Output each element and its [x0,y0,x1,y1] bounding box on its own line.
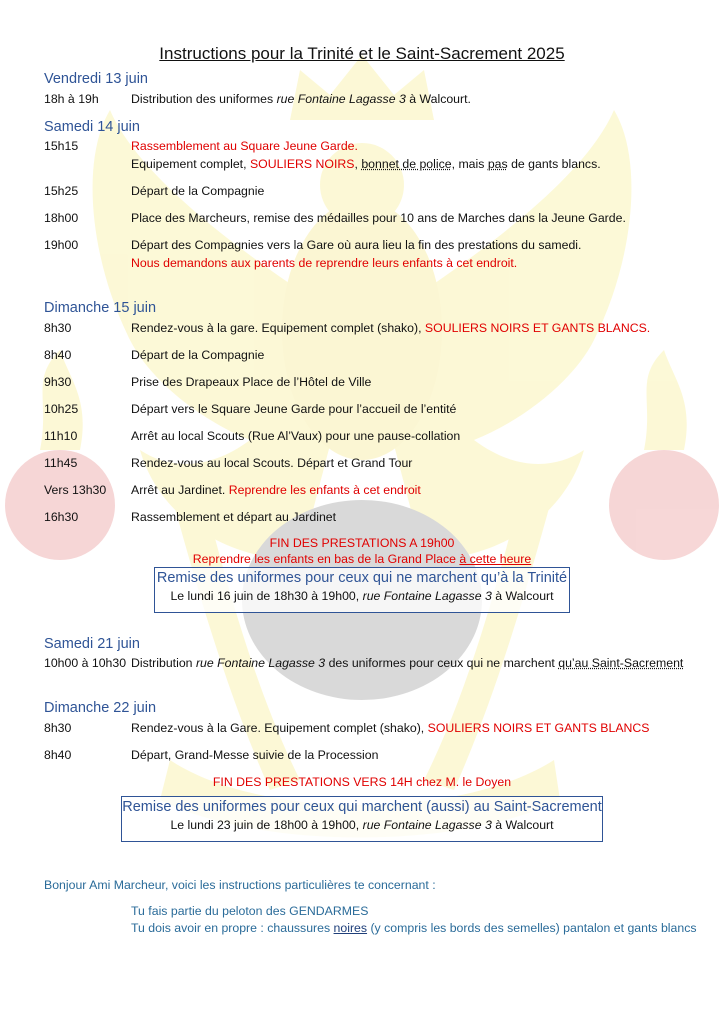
time-cell: 18h à 19h [44,92,99,106]
schedule-description: Distribution des uniformes rue Fontaine Lagasse 3 à Walcourt. [131,92,471,106]
schedule-description: Arrêt au Jardinet. Reprendre les enfants à cet endroit [131,483,421,497]
schedule-description: Rassemblement et départ au Jardinet [131,510,337,524]
schedule-description: Rendez-vous à la Gare. Equipement complet (shako), SOULIERS NOIRS ET GANTS BLANCS [131,721,650,735]
day-heading-vendredi: Vendredi 13 juin [44,71,148,87]
day-heading-samedi-14: Samedi 14 juin [44,119,140,135]
time-cell: 15h15 [44,139,79,153]
time-cell: 19h00 [44,238,79,252]
time-cell: 8h30 [44,321,72,335]
end-of-service-notice: FIN DES PRESTATIONS A 19h00 [269,536,455,550]
schedule-description: Place des Marcheurs, remise des médailles pour 10 ans de Marches dans la Jeune Garde. [131,211,626,225]
equipment-requirement-text: Tu dois avoir en propre : chaussures noires (y compris les bords des semelles) pantalon et gants blancs [131,921,697,935]
day-heading-dimanche-15: Dimanche 15 juin [44,300,157,316]
box-details: Le lundi 16 juin de 18h30 à 19h00, rue Fontaine Lagasse 3 à Walcourt [170,589,554,603]
time-cell: 9h30 [44,375,72,389]
schedule-description: Rassemblement au Square Jeune Garde. [131,139,358,153]
box-title: Remise des uniformes pour ceux qui marchent (aussi) au Saint-Sacrement [122,799,602,815]
street-address: rue Fontaine Lagasse 3 [276,92,406,106]
time-cell: 8h40 [44,748,72,762]
day-heading-dimanche-22: Dimanche 22 juin [44,700,157,716]
schedule-description: Prise des Drapeaux Place de l’Hôtel de Ville [131,375,372,389]
schedule-description: Distribution rue Fontaine Lagasse 3 des uniformes pour ceux qui ne marchent qu’au Saint-Sacrement [131,656,684,670]
day-heading-samedi-21: Samedi 21 juin [44,636,140,652]
time-cell: 11h45 [44,456,78,470]
schedule-description: Départ de la Compagnie [131,348,265,362]
time-cell: 16h30 [44,510,79,524]
box-title: Remise des uniformes pour ceux qui ne marchent qu’à la Trinité [156,570,568,586]
schedule-description: Rendez-vous au local Scouts. Départ et Grand Tour [131,456,413,470]
time-cell: 8h30 [44,721,72,735]
schedule-description: Rendez-vous à la gare. Equipement complet (shako), SOULIERS NOIRS ET GANTS BLANCS. [131,321,651,335]
box-details: Le lundi 23 juin de 18h00 à 19h00, rue Fontaine Lagasse 3 à Walcourt [170,818,554,832]
time-cell: 11h10 [44,429,78,443]
parent-note: Nous demandons aux parents de reprendre leurs enfants à cet endroit. [131,256,518,270]
pickup-notice: Reprendre les enfants en bas de la Grand Place à cette heure [192,552,532,566]
page-title: Instructions pour la Trinité et le Saint-Sacrement 2025 [159,44,565,63]
schedule-description: Arrêt au local Scouts (Rue Al’Vaux) pour une pause-collation [131,429,461,443]
end-of-service-notice: FIN DES PRESTATIONS VERS 14H chez M. le Doyen [212,775,512,789]
equipment-note: Equipement complet, SOULIERS NOIRS, bonnet de police, mais pas de gants blancs. [131,157,601,171]
peloton-text: Tu fais partie du peloton des GENDARMES [131,904,369,918]
time-cell: 10h25 [44,402,79,416]
schedule-description: Départ des Compagnies vers la Gare où aura lieu la fin des prestations du samedi. [131,238,582,252]
greeting-text: Bonjour Ami Marcheur, voici les instructions particulières te concernant : [44,878,436,892]
time-cell: 8h40 [44,348,72,362]
uniform-return-box-trinite [154,567,570,613]
time-cell: 10h00 à 10h30 [44,656,127,670]
schedule-description: Départ de la Compagnie [131,184,265,198]
uniform-return-box-saint-sacrement [121,796,603,842]
time-cell: 18h00 [44,211,79,225]
schedule-description: Départ, Grand-Messe suivie de la Procession [131,748,379,762]
time-cell: 15h25 [44,184,79,198]
time-cell: Vers 13h30 [44,483,107,497]
schedule-description: Départ vers le Square Jeune Garde pour l’accueil de l’entité [131,402,457,416]
